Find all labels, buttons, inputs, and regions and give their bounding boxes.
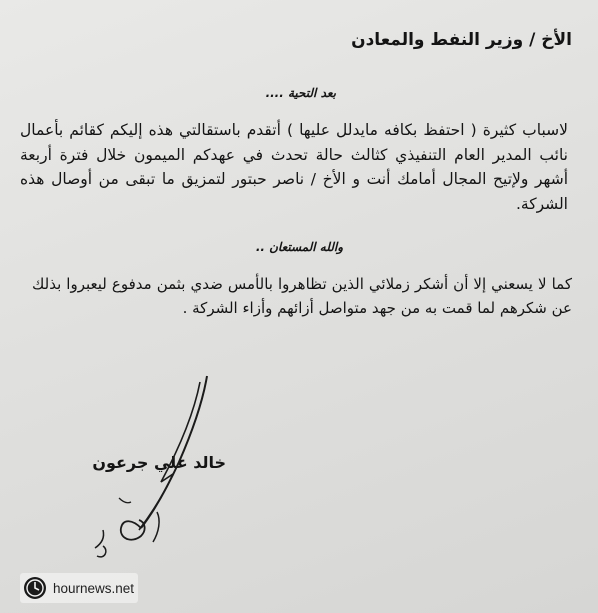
closing-phrase: والله المستعان .. [255,240,343,254]
handwritten-signature [75,370,235,570]
watermark [20,573,138,603]
greeting: بعد التحية .... [265,86,336,100]
watermark-text: hournews.net [53,580,135,596]
signature-name: خالد علي جرعون [92,453,226,472]
body-paragraph-1: لاسباب كثيرة ( احتفظ بكافه مايدلل عليها ) أتقدم باستقالتي هذه إليكم كقائم بأعمال نائب المدير العام التنفيذي كثالث حالة تحدث في عهدكم الميمون خلال فترة أربعة أشهر ولإتيح المجال أمامك أنت و الأخ / ناصر حبتور لتمزيق ما تبقى من أوصال هذه الشركة. [20,121,568,213]
body-paragraph-2: كما لا يسعني إلا أن أشكر زملائي الذين تظاهروا بالأمس ضدي بثمن مدفوع ليعبروا بذلك عن شكرهم لما قمت به من جهد متواصل أزائهم وأزاء الشركة . [32,275,572,317]
hournews-logo-icon [23,576,47,600]
addressee: الأخ / وزير النفط والمعادن [351,30,572,50]
